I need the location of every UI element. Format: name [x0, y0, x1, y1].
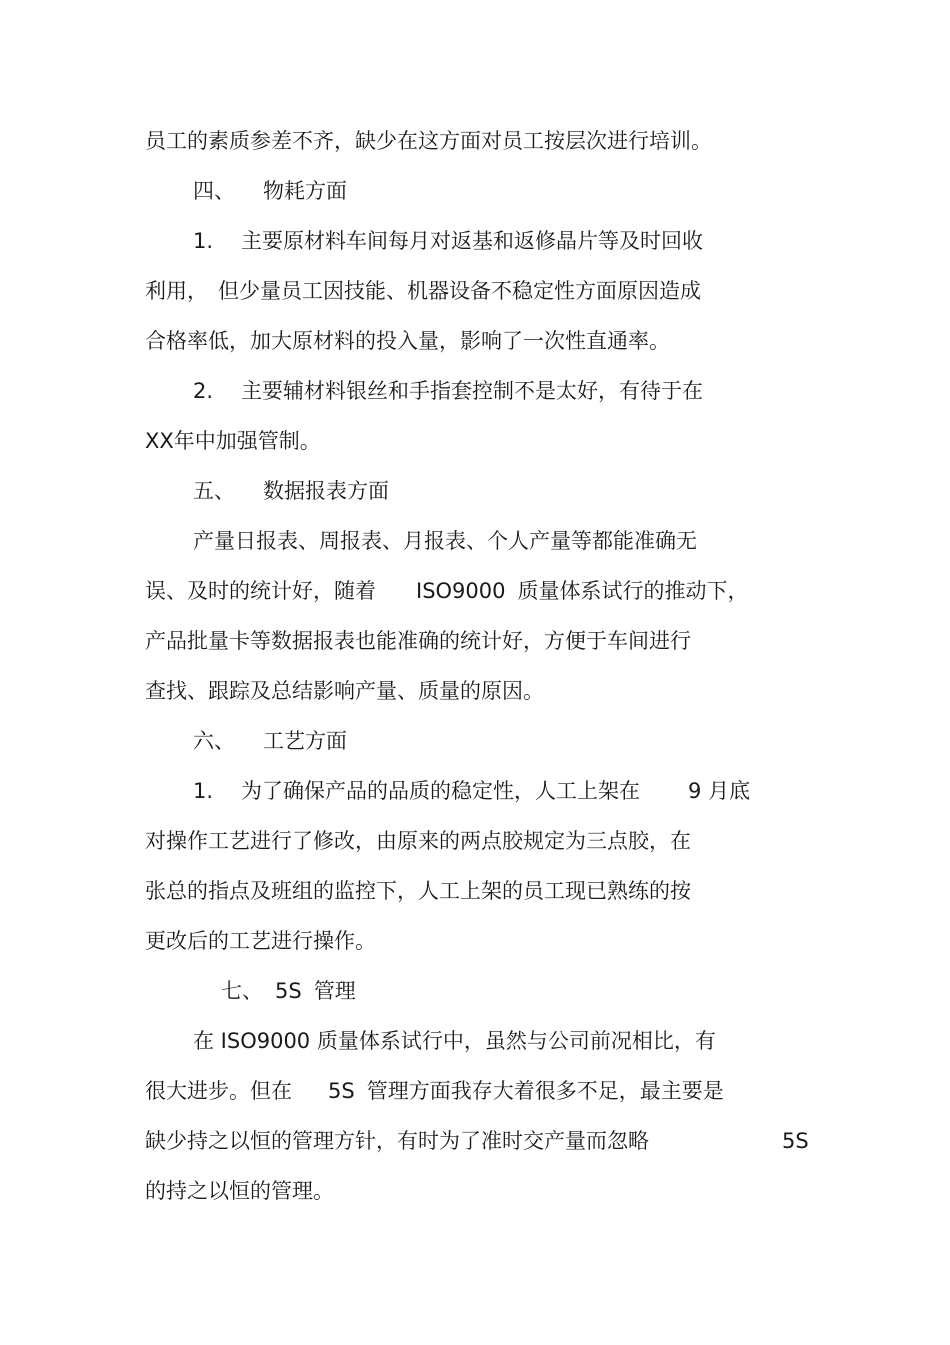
text-line: 对操作工艺进行了修改，由原来的两点胶规定为三点胶，在: [145, 829, 691, 853]
text-line: 查找、跟踪及总结影响产量、质量的原因。: [145, 679, 544, 703]
list-item-line: 2. 主要辅材料银丝和手指套控制不是太好，有待于在: [193, 379, 704, 403]
text-line: 产量日报表、周报表、月报表、个人产量等都能准确无: [193, 529, 697, 553]
text-line: 缺少持之以恒的管理方针，有时为了准时交产量而忽略: [145, 1129, 649, 1153]
text-line: 利用， 但少量员工因技能、机器设备不稳定性方面原因造成: [145, 279, 701, 303]
text-line: 的持之以恒的管理。: [145, 1179, 334, 1203]
text-line: 员工的素质参差不齐，缺少在这方面对员工按层次进行培训。: [145, 129, 712, 153]
text-line: 在 ISO9000 质量体系试行中，虽然与公司前况相比，有: [193, 1029, 716, 1053]
section-heading-4: 四、 物耗方面: [193, 179, 347, 203]
text-line: 合格率低，加大原材料的投入量，影响了一次性直通率。: [145, 329, 670, 353]
section-heading-5: 五、 数据报表方面: [193, 479, 389, 503]
text-line-tail: 5S: [782, 1129, 809, 1153]
text-line: 误、及时的统计好，随着 ISO9000 质量体系试行的推动下，: [145, 579, 749, 603]
text-line: 张总的指点及班组的监控下，人工上架的员工现已熟练的按: [145, 879, 691, 903]
text-line: 更改后的工艺进行操作。: [145, 929, 376, 953]
text-line: 很大进步。但在 5S 管理方面我存大着很多不足，最主要是: [145, 1079, 724, 1103]
section-heading-6: 六、 工艺方面: [193, 729, 347, 753]
text-line: 产品批量卡等数据报表也能准确的统计好，方便于车间进行: [145, 629, 691, 653]
list-item-line: 1. 主要原材料车间每月对返基和返修晶片等及时回收: [193, 229, 704, 253]
text-line: XX年中加强管制。: [145, 429, 321, 453]
list-item-line: 1. 为了确保产品的品质的稳定性，人工上架在 9 月底: [193, 779, 751, 803]
section-heading-7: 七、 5S 管理: [221, 979, 356, 1003]
